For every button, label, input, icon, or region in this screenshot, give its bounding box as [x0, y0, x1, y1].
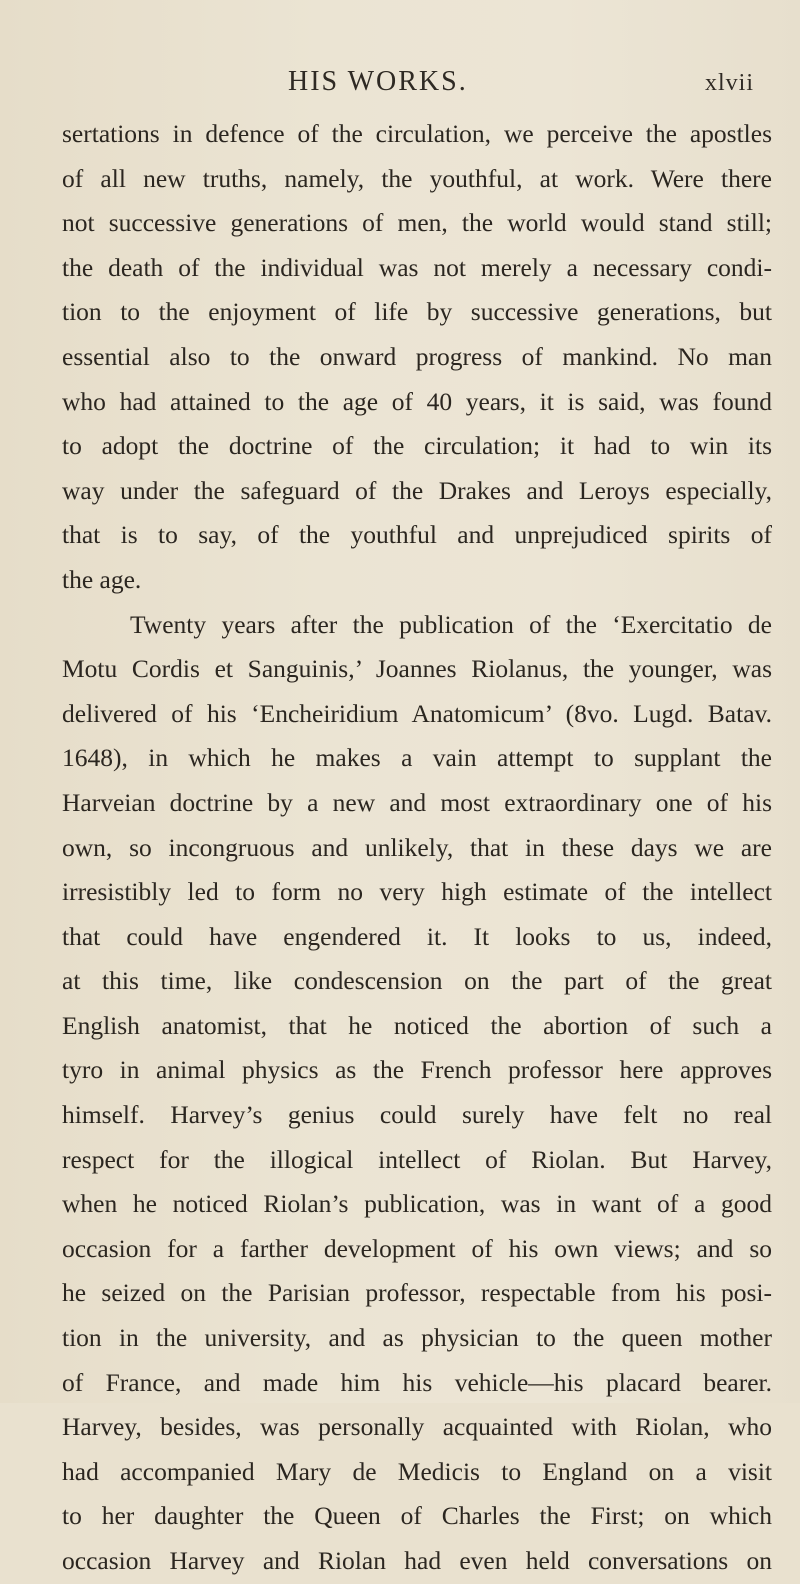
text-line: that could have engendered it. It looks to us, indeed,: [62, 921, 772, 951]
text-line: not successive generations of men, the world would stand still;: [62, 208, 772, 238]
text-line: English anatomist, that he noticed the abortion of such a: [62, 1010, 772, 1040]
paragraph-2: [62, 603, 772, 1584]
text-line: at this time, like condescension on the part of the great: [62, 966, 772, 996]
text-line: himself. Harvey’s genius could surely have felt no real: [62, 1100, 772, 1130]
paragraph-1: [62, 112, 772, 603]
text-line: Harvey, besides, was personally acquainted with Riolan, who: [62, 1412, 772, 1442]
text-line: tion to the enjoyment of life by successive generations, but: [62, 297, 772, 327]
text-line: to adopt the doctrine of the circulation; it had to win its: [62, 431, 772, 461]
text-line: sertations in defence of the circulation, we perceive the apostles: [62, 119, 772, 148]
text-line: tion in the university, and as physician to the queen mother: [62, 1323, 772, 1353]
text-line: he seized on the Parisian professor, respectable from his posi-: [62, 1278, 772, 1308]
text-line: that is to say, of the youthful and unprejudiced spirits of: [62, 520, 772, 550]
page-number: xlvii: [705, 70, 755, 96]
text-line: occasion for a farther development of his own views; and so: [62, 1233, 772, 1263]
text-line: to her daughter the Queen of Charles the First; on which: [62, 1501, 772, 1531]
text-line: Motu Cordis et Sanguinis,’ Joannes Riolanus, the younger, was: [62, 654, 772, 684]
text-line: the death of the individual was not merely a necessary condi-: [62, 252, 772, 282]
text-line: tyro in animal physics as the French professor here approves: [62, 1055, 772, 1085]
text-line: of all new truths, namely, the youthful, at work. Were there: [62, 163, 772, 193]
text-line: Twenty years after the publication of the ‘Exercitatio de: [130, 609, 772, 639]
text-line: essential also to the onward progress of mankind. No man: [62, 341, 772, 371]
text-line: respect for the illogical intellect of Riolan. But Harvey,: [62, 1144, 772, 1174]
text-line: occasion Harvey and Riolan had even held conversations on: [62, 1546, 772, 1575]
body-text: [62, 112, 772, 1584]
running-head: [0, 66, 800, 106]
text-line: of France, and made him his vehicle—his placard bearer.: [62, 1367, 772, 1397]
text-line: who had attained to the age of 40 years, it is said, was found: [62, 386, 772, 416]
text-line: own, so incongruous and unlikely, that in these days we are: [62, 832, 772, 862]
text-line: delivered of his ‘Encheiridium Anatomicum’ (8vo. Lugd. Batav.: [62, 698, 772, 728]
text-line: had accompanied Mary de Medicis to England on a visit: [62, 1456, 772, 1486]
text-line: when he noticed Riolan’s publication, was in want of a good: [62, 1189, 772, 1219]
text-line: irresistibly led to form no very high estimate of the intellect: [62, 877, 772, 907]
text-line: 1648), in which he makes a vain attempt to supplant the: [62, 743, 772, 773]
text-line: way under the safeguard of the Drakes and Leroys especially,: [62, 475, 772, 505]
text-line: the age.: [62, 564, 142, 594]
running-title: HIS WORKS.: [288, 66, 468, 97]
text-line: Harveian doctrine by a new and most extraordinary one of his: [62, 787, 772, 817]
